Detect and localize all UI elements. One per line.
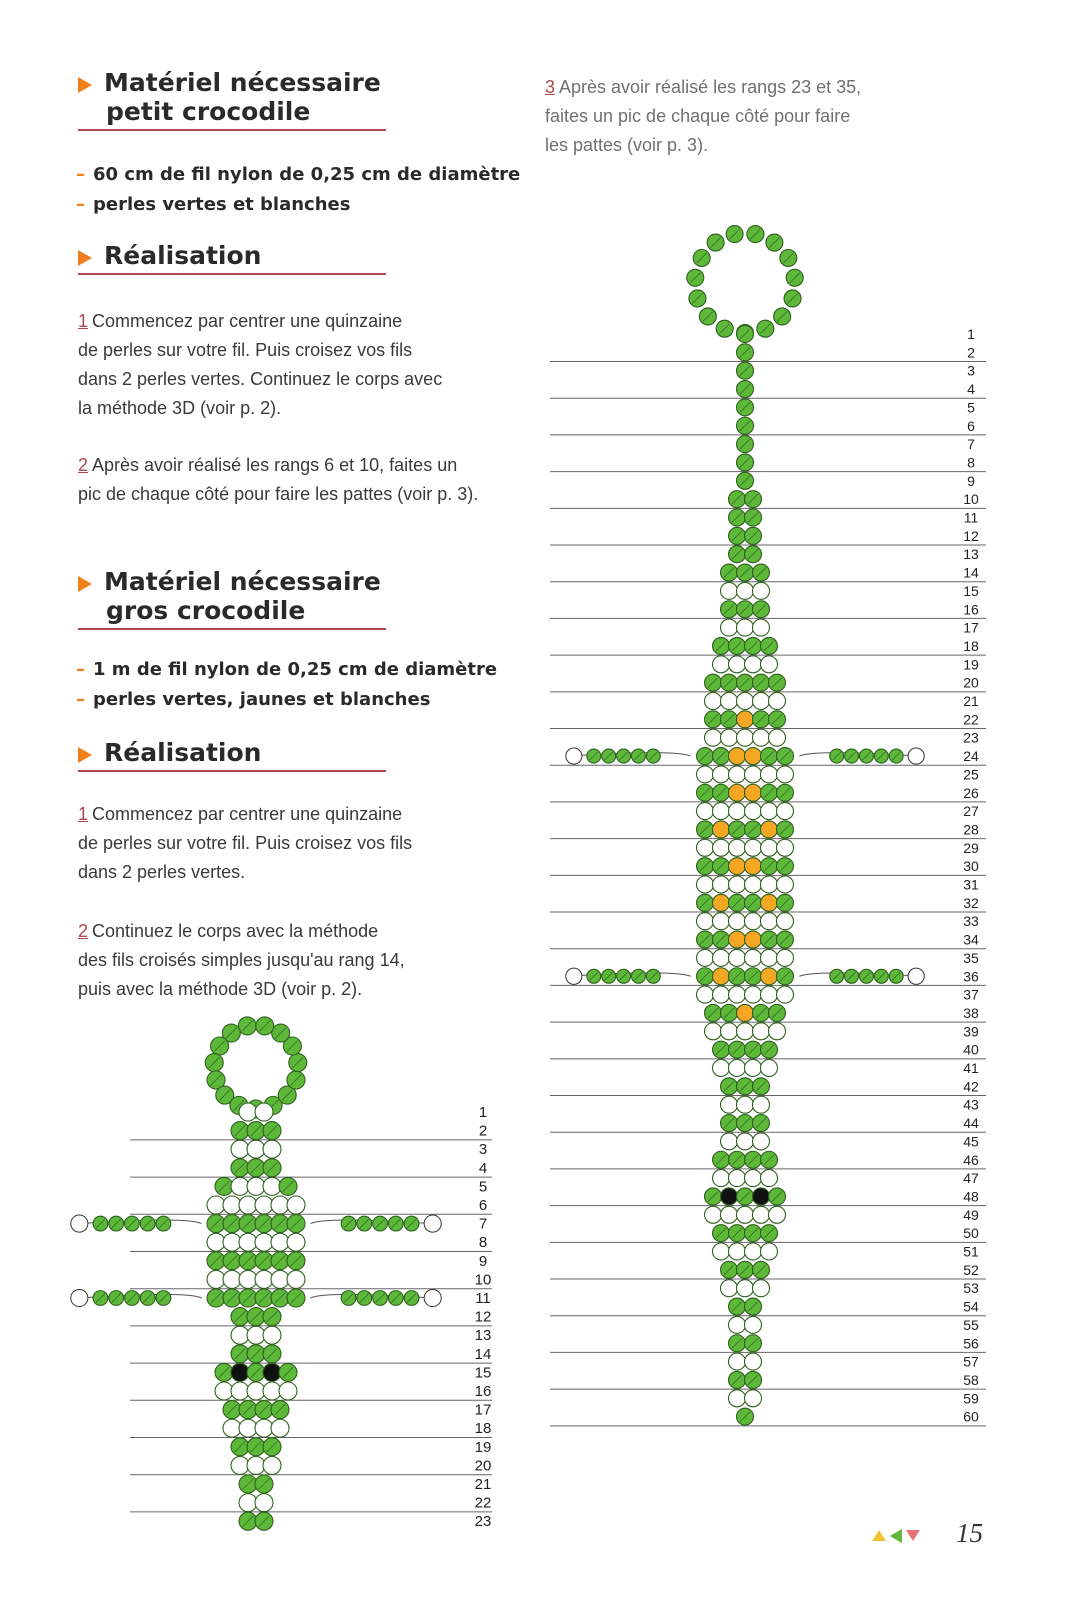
bead bbox=[729, 839, 746, 856]
bead bbox=[729, 876, 746, 893]
bead bbox=[761, 803, 778, 820]
bead bbox=[729, 986, 746, 1003]
bead bbox=[271, 1233, 289, 1251]
bead bbox=[721, 729, 738, 746]
bead bbox=[721, 693, 738, 710]
bead bbox=[777, 803, 794, 820]
material-item: – perles vertes et blanches bbox=[76, 194, 351, 215]
small-step-2: 2 Après avoir réalisé les rangs 6 et 10, faites un pic de chaque côté pour faire les pattes (voir p. 3). bbox=[78, 455, 479, 504]
bead bbox=[729, 1170, 746, 1187]
row-label: 53 bbox=[963, 1280, 979, 1297]
bead bbox=[761, 1060, 778, 1077]
leg-end-bead bbox=[908, 748, 924, 764]
row-label: 43 bbox=[963, 1096, 979, 1113]
bead bbox=[255, 1233, 273, 1251]
leg-end-bead bbox=[566, 968, 582, 984]
row-label: 4 bbox=[967, 381, 975, 398]
bead bbox=[721, 1096, 738, 1113]
row-label: 41 bbox=[963, 1060, 979, 1076]
bead bbox=[697, 986, 714, 1003]
bead bbox=[713, 986, 730, 1003]
small-material-heading: Matériel nécessaire petit crocodile bbox=[78, 68, 386, 131]
bead bbox=[761, 821, 778, 838]
bead bbox=[761, 1170, 778, 1187]
row-label: 29 bbox=[963, 839, 979, 856]
big-realisation-heading: Réalisation bbox=[78, 738, 386, 772]
bead bbox=[745, 858, 762, 875]
row-label: 24 bbox=[963, 748, 979, 765]
bead bbox=[769, 729, 786, 746]
row-label: 13 bbox=[474, 1327, 492, 1345]
row-label: 56 bbox=[963, 1335, 979, 1352]
row-label: 26 bbox=[963, 784, 979, 801]
bead bbox=[287, 1270, 305, 1288]
row-label: 11 bbox=[963, 509, 979, 526]
row-label: 30 bbox=[963, 858, 979, 875]
row-label: 34 bbox=[963, 931, 979, 948]
bead bbox=[753, 1023, 770, 1040]
row-label: 1 bbox=[478, 1104, 488, 1121]
row-label: 60 bbox=[963, 1408, 979, 1425]
bead bbox=[263, 1382, 281, 1400]
bead bbox=[761, 876, 778, 893]
row-label: 48 bbox=[963, 1188, 979, 1205]
leg-end-bead bbox=[424, 1289, 441, 1306]
bead bbox=[745, 1316, 762, 1333]
bead bbox=[697, 949, 714, 966]
bead bbox=[705, 693, 722, 710]
bead bbox=[713, 1243, 730, 1260]
bead bbox=[777, 839, 794, 856]
row-label: 20 bbox=[963, 674, 979, 691]
bead bbox=[713, 913, 730, 930]
row-label: 50 bbox=[963, 1225, 979, 1242]
bead bbox=[729, 656, 746, 673]
small-crocodile-pattern bbox=[71, 1017, 492, 1530]
bead bbox=[239, 1103, 257, 1121]
bead bbox=[231, 1382, 249, 1400]
bead bbox=[729, 1353, 746, 1370]
bead bbox=[713, 1170, 730, 1187]
bead bbox=[761, 656, 778, 673]
bead bbox=[753, 1206, 770, 1223]
row-label: 3 bbox=[967, 362, 975, 379]
row-label: 23 bbox=[963, 729, 979, 746]
bead bbox=[721, 619, 738, 636]
page-triangles-icon bbox=[870, 1527, 930, 1545]
bead bbox=[729, 931, 746, 948]
bead bbox=[231, 1140, 249, 1158]
bead bbox=[255, 1103, 273, 1121]
row-label: 16 bbox=[474, 1383, 492, 1400]
bead bbox=[705, 1206, 722, 1223]
row-label: 23 bbox=[474, 1513, 492, 1531]
row-label: 57 bbox=[963, 1353, 979, 1370]
row-label: 32 bbox=[963, 894, 979, 911]
bead bbox=[697, 913, 714, 930]
big-step-3: 3 Après avoir réalisé les rangs 23 et 35, faites un pic de chaque côté pour faire les pattes (voir p. 3). bbox=[545, 77, 862, 155]
bead bbox=[207, 1270, 225, 1288]
row-label: 31 bbox=[963, 876, 979, 893]
bead bbox=[745, 913, 762, 930]
bead bbox=[223, 1196, 241, 1214]
bead bbox=[207, 1196, 225, 1214]
bead bbox=[713, 968, 730, 985]
bead bbox=[745, 784, 762, 801]
material-item: – 1 m de fil nylon de 0,25 cm de diamètre bbox=[76, 659, 498, 680]
row-label: 14 bbox=[474, 1345, 492, 1363]
row-label: 7 bbox=[967, 436, 975, 453]
bead bbox=[263, 1363, 281, 1381]
bead bbox=[713, 766, 730, 783]
row-label: 46 bbox=[963, 1151, 979, 1168]
bead bbox=[271, 1196, 289, 1214]
bead bbox=[223, 1270, 241, 1288]
material-item: – perles vertes, jaunes et blanches bbox=[76, 689, 431, 710]
bead bbox=[753, 1133, 770, 1150]
leg-end-bead bbox=[71, 1215, 88, 1232]
bead bbox=[761, 913, 778, 930]
row-label: 10 bbox=[474, 1271, 492, 1289]
row-label: 15 bbox=[474, 1364, 492, 1382]
bead bbox=[745, 1390, 762, 1407]
bead bbox=[745, 839, 762, 856]
bead bbox=[761, 1243, 778, 1260]
bead bbox=[729, 748, 746, 765]
leg-end-bead bbox=[71, 1289, 88, 1306]
leg-end-bead bbox=[908, 968, 924, 984]
row-label: 15 bbox=[963, 582, 979, 599]
bead bbox=[721, 582, 738, 599]
bead bbox=[713, 803, 730, 820]
bead bbox=[761, 894, 778, 911]
bead bbox=[713, 821, 730, 838]
row-label: 8 bbox=[967, 454, 975, 471]
bead bbox=[729, 858, 746, 875]
bead bbox=[777, 986, 794, 1003]
row-label: 12 bbox=[474, 1308, 492, 1326]
bead bbox=[769, 1023, 786, 1040]
big-step-2: 2 Continuez le corps avec la méthode des fils croisés simples jusqu'au rang 14, puis avec la méthode 3D (voir p. 2). bbox=[78, 921, 405, 999]
bead bbox=[713, 876, 730, 893]
row-label: 9 bbox=[967, 472, 975, 489]
bead bbox=[721, 1188, 738, 1205]
bead bbox=[231, 1456, 249, 1474]
bead bbox=[729, 913, 746, 930]
row-label: 45 bbox=[963, 1133, 979, 1150]
bead bbox=[215, 1382, 233, 1400]
bead bbox=[287, 1196, 305, 1214]
small-realisation-heading: Réalisation bbox=[78, 241, 386, 275]
row-label: 36 bbox=[963, 968, 979, 985]
bead bbox=[255, 1419, 273, 1437]
row-label: 59 bbox=[963, 1390, 979, 1407]
row-label: 12 bbox=[963, 527, 979, 544]
row-label: 4 bbox=[478, 1159, 488, 1177]
bead bbox=[729, 766, 746, 783]
bead bbox=[745, 1243, 762, 1260]
bead bbox=[745, 876, 762, 893]
bead bbox=[287, 1233, 305, 1251]
row-label: 27 bbox=[963, 803, 979, 820]
big-crocodile-pattern bbox=[550, 226, 986, 1426]
bead bbox=[255, 1196, 273, 1214]
bead bbox=[239, 1233, 257, 1251]
material-item: – 60 cm de fil nylon de 0,25 cm de diamètre bbox=[76, 164, 521, 185]
row-label: 2 bbox=[478, 1122, 488, 1140]
bead bbox=[745, 656, 762, 673]
row-label: 3 bbox=[478, 1141, 488, 1159]
bead bbox=[777, 876, 794, 893]
row-label: 58 bbox=[963, 1371, 979, 1388]
bead bbox=[697, 839, 714, 856]
bead bbox=[745, 986, 762, 1003]
bead bbox=[737, 582, 754, 599]
bead bbox=[207, 1233, 225, 1251]
bead bbox=[721, 1280, 738, 1297]
row-label: 28 bbox=[963, 821, 979, 838]
bead bbox=[745, 949, 762, 966]
row-label: 51 bbox=[963, 1243, 979, 1260]
row-label: 7 bbox=[478, 1215, 488, 1233]
bead bbox=[239, 1196, 257, 1214]
row-label: 16 bbox=[963, 601, 979, 618]
bead bbox=[231, 1363, 249, 1381]
row-label: 17 bbox=[963, 619, 979, 636]
row-label: 9 bbox=[478, 1252, 488, 1270]
bead bbox=[753, 582, 770, 599]
bead bbox=[247, 1326, 265, 1344]
row-label: 17 bbox=[474, 1401, 492, 1419]
row-label: 8 bbox=[478, 1234, 488, 1252]
bead bbox=[729, 1390, 746, 1407]
bead bbox=[713, 839, 730, 856]
bead bbox=[247, 1140, 265, 1158]
row-label: 5 bbox=[967, 399, 975, 416]
row-label: 22 bbox=[963, 711, 979, 728]
bead bbox=[737, 1004, 754, 1021]
bead bbox=[697, 803, 714, 820]
page-number: 15 bbox=[956, 1518, 983, 1548]
row-label: 2 bbox=[967, 344, 975, 361]
bead bbox=[729, 803, 746, 820]
row-label: 42 bbox=[963, 1078, 979, 1095]
bead bbox=[239, 1494, 257, 1512]
bead bbox=[769, 693, 786, 710]
row-label: 20 bbox=[474, 1457, 492, 1475]
row-label: 1 bbox=[967, 326, 975, 342]
row-label: 38 bbox=[963, 1004, 979, 1021]
bead bbox=[239, 1270, 257, 1288]
bead bbox=[231, 1326, 249, 1344]
bead bbox=[737, 619, 754, 636]
row-label: 25 bbox=[963, 766, 979, 783]
bead bbox=[721, 1206, 738, 1223]
bead bbox=[753, 729, 770, 746]
row-label: 49 bbox=[963, 1206, 979, 1223]
bead bbox=[761, 986, 778, 1003]
bead bbox=[223, 1233, 241, 1251]
row-label: 35 bbox=[963, 949, 979, 966]
row-label: 37 bbox=[963, 986, 979, 1003]
bead bbox=[279, 1382, 297, 1400]
bead bbox=[777, 913, 794, 930]
bead bbox=[769, 1206, 786, 1223]
bead bbox=[231, 1177, 249, 1195]
bead bbox=[761, 839, 778, 856]
bead bbox=[777, 766, 794, 783]
row-label: 44 bbox=[963, 1115, 979, 1132]
row-label: 10 bbox=[963, 491, 979, 508]
bead bbox=[713, 656, 730, 673]
row-label: 6 bbox=[967, 417, 975, 434]
bead bbox=[247, 1456, 265, 1474]
bead bbox=[729, 1060, 746, 1077]
row-label: 21 bbox=[474, 1476, 492, 1493]
bead bbox=[713, 949, 730, 966]
bead bbox=[255, 1494, 273, 1512]
bead bbox=[697, 876, 714, 893]
bead bbox=[263, 1456, 281, 1474]
small-step-1: 1 Commencez par centrer une quinzaine de perles sur votre fil. Puis croisez vos fils dans 2 perles vertes. Continuez le corps avec la méthode 3D (voir p. 2). bbox=[78, 311, 443, 418]
bead bbox=[737, 1023, 754, 1040]
bead bbox=[729, 1243, 746, 1260]
bead bbox=[263, 1326, 281, 1344]
bead bbox=[713, 1060, 730, 1077]
bead bbox=[745, 766, 762, 783]
bead bbox=[737, 711, 754, 728]
bead bbox=[753, 1280, 770, 1297]
bead bbox=[753, 1188, 770, 1205]
bead bbox=[697, 766, 714, 783]
bead bbox=[705, 729, 722, 746]
bead bbox=[247, 1382, 265, 1400]
bead bbox=[753, 619, 770, 636]
bead bbox=[737, 1206, 754, 1223]
bead bbox=[761, 968, 778, 985]
row-label: 14 bbox=[963, 564, 979, 581]
bead bbox=[713, 894, 730, 911]
row-label: 19 bbox=[963, 656, 979, 673]
row-label: 13 bbox=[963, 546, 979, 563]
bead bbox=[705, 1023, 722, 1040]
bead bbox=[239, 1419, 257, 1437]
row-label: 5 bbox=[478, 1178, 488, 1196]
row-label: 39 bbox=[963, 1023, 979, 1040]
bead bbox=[263, 1177, 281, 1195]
bead bbox=[737, 1280, 754, 1297]
row-label: 54 bbox=[963, 1298, 979, 1315]
bead bbox=[745, 1353, 762, 1370]
bead bbox=[761, 949, 778, 966]
bead bbox=[745, 748, 762, 765]
bead bbox=[745, 803, 762, 820]
bead bbox=[761, 766, 778, 783]
row-label: 33 bbox=[963, 913, 979, 930]
row-label: 52 bbox=[963, 1261, 979, 1278]
row-label: 19 bbox=[474, 1438, 492, 1456]
row-label: 22 bbox=[474, 1494, 492, 1512]
bead bbox=[753, 1096, 770, 1113]
row-label: 11 bbox=[475, 1290, 491, 1307]
leg-end-bead bbox=[424, 1215, 441, 1232]
big-material-heading: Matériel nécessaire gros crocodile bbox=[78, 567, 386, 630]
row-label: 18 bbox=[474, 1420, 492, 1438]
row-label: 40 bbox=[963, 1041, 979, 1058]
bead bbox=[263, 1140, 281, 1158]
bead bbox=[223, 1419, 241, 1437]
leg-end-bead bbox=[566, 748, 582, 764]
row-label: 21 bbox=[963, 693, 979, 709]
bead bbox=[777, 949, 794, 966]
big-step-1: 1 Commencez par centrer une quinzaine de perles sur votre fil. Puis croisez vos fils dans 2 perles vertes. bbox=[78, 804, 413, 882]
row-label: 47 bbox=[963, 1170, 979, 1187]
bead bbox=[729, 949, 746, 966]
bead bbox=[737, 1096, 754, 1113]
bead bbox=[721, 1133, 738, 1150]
bead bbox=[721, 1023, 738, 1040]
bead bbox=[753, 693, 770, 710]
bead bbox=[745, 1060, 762, 1077]
row-label: 55 bbox=[963, 1316, 979, 1333]
bead bbox=[737, 729, 754, 746]
bead bbox=[729, 784, 746, 801]
bead bbox=[745, 931, 762, 948]
bead bbox=[255, 1270, 273, 1288]
bead bbox=[247, 1177, 265, 1195]
row-label: 6 bbox=[478, 1197, 488, 1214]
row-label: 18 bbox=[963, 637, 979, 654]
bead bbox=[737, 1133, 754, 1150]
bead bbox=[271, 1419, 289, 1437]
bead bbox=[271, 1270, 289, 1288]
bead bbox=[745, 1170, 762, 1187]
bead bbox=[729, 1316, 746, 1333]
bead bbox=[737, 693, 754, 710]
